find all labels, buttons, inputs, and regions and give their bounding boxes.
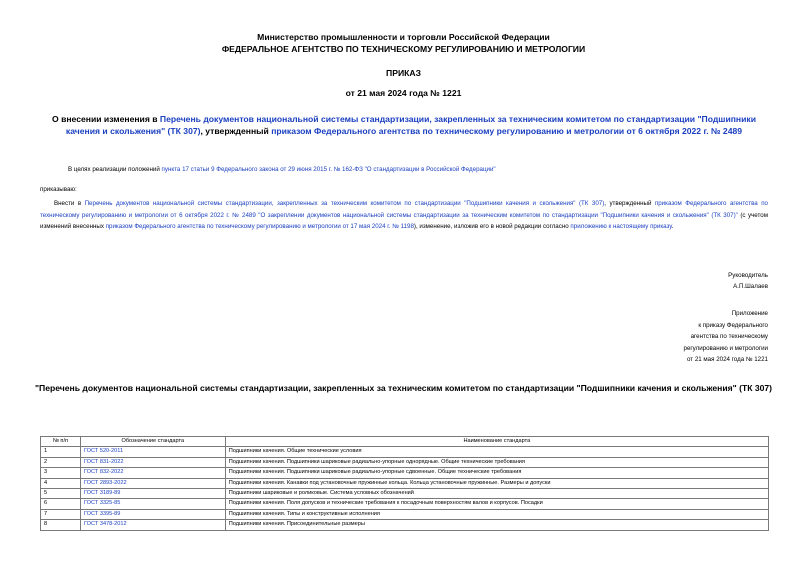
standard-name: Подшипники качения. Канавки под установочные пружинные кольца. Кольца установочные пружинные. Размеры и допуски: [225, 478, 768, 488]
standard-name: Подшипники качения. Типы и конструктивные исполнения: [225, 509, 768, 519]
standard-code-link[interactable]: [80, 468, 225, 478]
appendix-line-2: к приказу Федерального: [698, 321, 768, 329]
body-link-order-1198[interactable]: приказом Федерального агентства по техническому регулированию и метрологии от 17 мая 2024 г. № 1198: [105, 223, 414, 230]
preamble-law-link[interactable]: пункта 17 статьи 9 Федерального закона от 29 июня 2015 г. № 162-ФЗ "О стандартизации в Российской Федерации": [161, 166, 496, 173]
standard-code-link[interactable]: [80, 509, 225, 519]
standard-name: Подшипники качения. Подшипники шариковые радиально-упорные однорядные. Общие технические требования: [225, 457, 768, 467]
row-number: 2: [41, 457, 81, 467]
header-number: № п/п: [41, 437, 81, 447]
table-row: [41, 499, 769, 509]
signature-block: [560, 270, 768, 292]
standard-code-link[interactable]: [80, 457, 225, 467]
body-text-3: (с учетом изменений внесенных: [40, 211, 768, 230]
table-row: [41, 478, 769, 488]
appendix-line-4: регулированию и метрологии: [683, 344, 768, 352]
subject-link-list[interactable]: Перечень документов национальной системы стандартизации, закрепленных за техническим комитетом по стандартизации "Подшипники качения и скольжения" (ТК 307): [65, 114, 756, 136]
row-number: 5: [41, 489, 81, 499]
standard-link[interactable]: ГОСТ 520-2011: [83, 448, 124, 455]
body-text-2: , утвержденный: [604, 200, 655, 207]
header-name: Наименование стандарта: [225, 437, 768, 447]
body-text-4: ), изменение, изложив его в новой редакции согласно: [413, 223, 571, 230]
preamble-paragraph: [68, 166, 768, 173]
standard-link[interactable]: ГОСТ 3189-89: [83, 490, 121, 497]
standard-name: Подшипники качения. Присоединительные размеры: [225, 520, 768, 530]
order-body-paragraph: [40, 198, 768, 233]
standard-name: Подшипники качения. Поля допусков и технические требования к посадочным поверхностям валов и корпусов. Посадки: [225, 499, 768, 509]
prikazyvayu-label: приказываю:: [40, 186, 77, 193]
table-row: [41, 509, 769, 519]
list-title: "Перечень документов национальной системы стандартизации, закрепленных за техническим комитетом по стандартизации "Подшипники качения и скольжения" (ТК 307): [34, 383, 773, 393]
standard-name: Подшипники качения. Подшипники шариковые радиально-упорные сдвоенные. Общие технические требования: [225, 468, 768, 478]
standard-link[interactable]: ГОСТ 3395-89: [83, 510, 121, 517]
table-row: [41, 447, 769, 457]
appendix-block: [560, 308, 768, 366]
row-number: 6: [41, 499, 81, 509]
body-link-list[interactable]: Перечень документов национальной системы стандартизации, закрепленных за техническим комитетом по стандартизации "Подшипники качения и скольжения" (ТК 307): [84, 200, 605, 207]
body-link-order-2489[interactable]: приказом Федерального агентства по техническому регулированию и метрологии от 6 октября 2022 г. № 2489 "О закреплении документов национальной системы стандартизации за техническим комитетом по стандартизации "Подшипники качения и скольжения" (ТК 307)": [40, 200, 768, 219]
row-number: 1: [41, 447, 81, 457]
standard-link[interactable]: ГОСТ 2893-2022: [83, 479, 127, 486]
standard-code-link[interactable]: [80, 499, 225, 509]
appendix-line-3: агентства по техническому: [690, 333, 768, 340]
row-number: 7: [41, 509, 81, 519]
appendix-line-1: Приложение: [731, 310, 768, 317]
standard-name: Подшипники качения. Общие технические условия: [225, 447, 768, 457]
subject-text-2: , утвержденный: [200, 126, 272, 136]
standards-table: [40, 436, 769, 531]
standard-code-link[interactable]: [80, 489, 225, 499]
row-number: 8: [41, 520, 81, 530]
row-number: 3: [41, 468, 81, 478]
standard-code-link[interactable]: [80, 478, 225, 488]
standard-code-link[interactable]: [80, 520, 225, 530]
order-subject: [44, 113, 764, 137]
standard-link[interactable]: ГОСТ 832-2022: [83, 469, 124, 476]
table-row: [41, 489, 769, 499]
standard-name: Подшипники шариковые и роликовые. Система условных обозначений: [225, 489, 768, 499]
subject-link-order[interactable]: приказом Федерального агентства по техническому регулированию и метрологии от 6 октября 2022 г. № 2489: [271, 126, 743, 136]
appendix-line-5: от 21 мая 2024 года № 1221: [686, 356, 768, 363]
preamble-text: В целях реализации положений: [68, 166, 162, 173]
standard-link[interactable]: ГОСТ 3325-85: [83, 500, 121, 507]
table-row: [41, 457, 769, 467]
standard-link[interactable]: ГОСТ 3478-2012: [83, 521, 127, 528]
table-row: [41, 520, 769, 530]
doc-type: ПРИКАЗ: [386, 68, 421, 78]
table-header-row: [41, 437, 769, 447]
body-text-1: Внести в: [54, 200, 85, 207]
subject-text-1: О внесении изменения в: [52, 114, 160, 124]
standard-link[interactable]: ГОСТ 831-2022: [83, 458, 124, 465]
signature-name: А.П.Шалаев: [733, 283, 768, 290]
row-number: 4: [41, 478, 81, 488]
agency-title: ФЕДЕРАЛЬНОЕ АГЕНТСТВО ПО ТЕХНИЧЕСКОМУ РЕГУЛИРОВАНИЮ И МЕТРОЛОГИИ: [221, 44, 586, 54]
header-code: Обозначение стандарта: [80, 437, 225, 447]
body-link-appendix[interactable]: приложению к настоящему приказу: [570, 223, 672, 230]
ministry-title: Министерство промышленности и торговли Российской Федерации: [257, 32, 550, 42]
table-row: [41, 468, 769, 478]
doc-date: от 21 мая 2024 года № 1221: [345, 88, 462, 98]
standard-code-link[interactable]: [80, 447, 225, 457]
body-text-5: .: [671, 223, 674, 230]
signature-role: Руководитель: [728, 272, 768, 279]
